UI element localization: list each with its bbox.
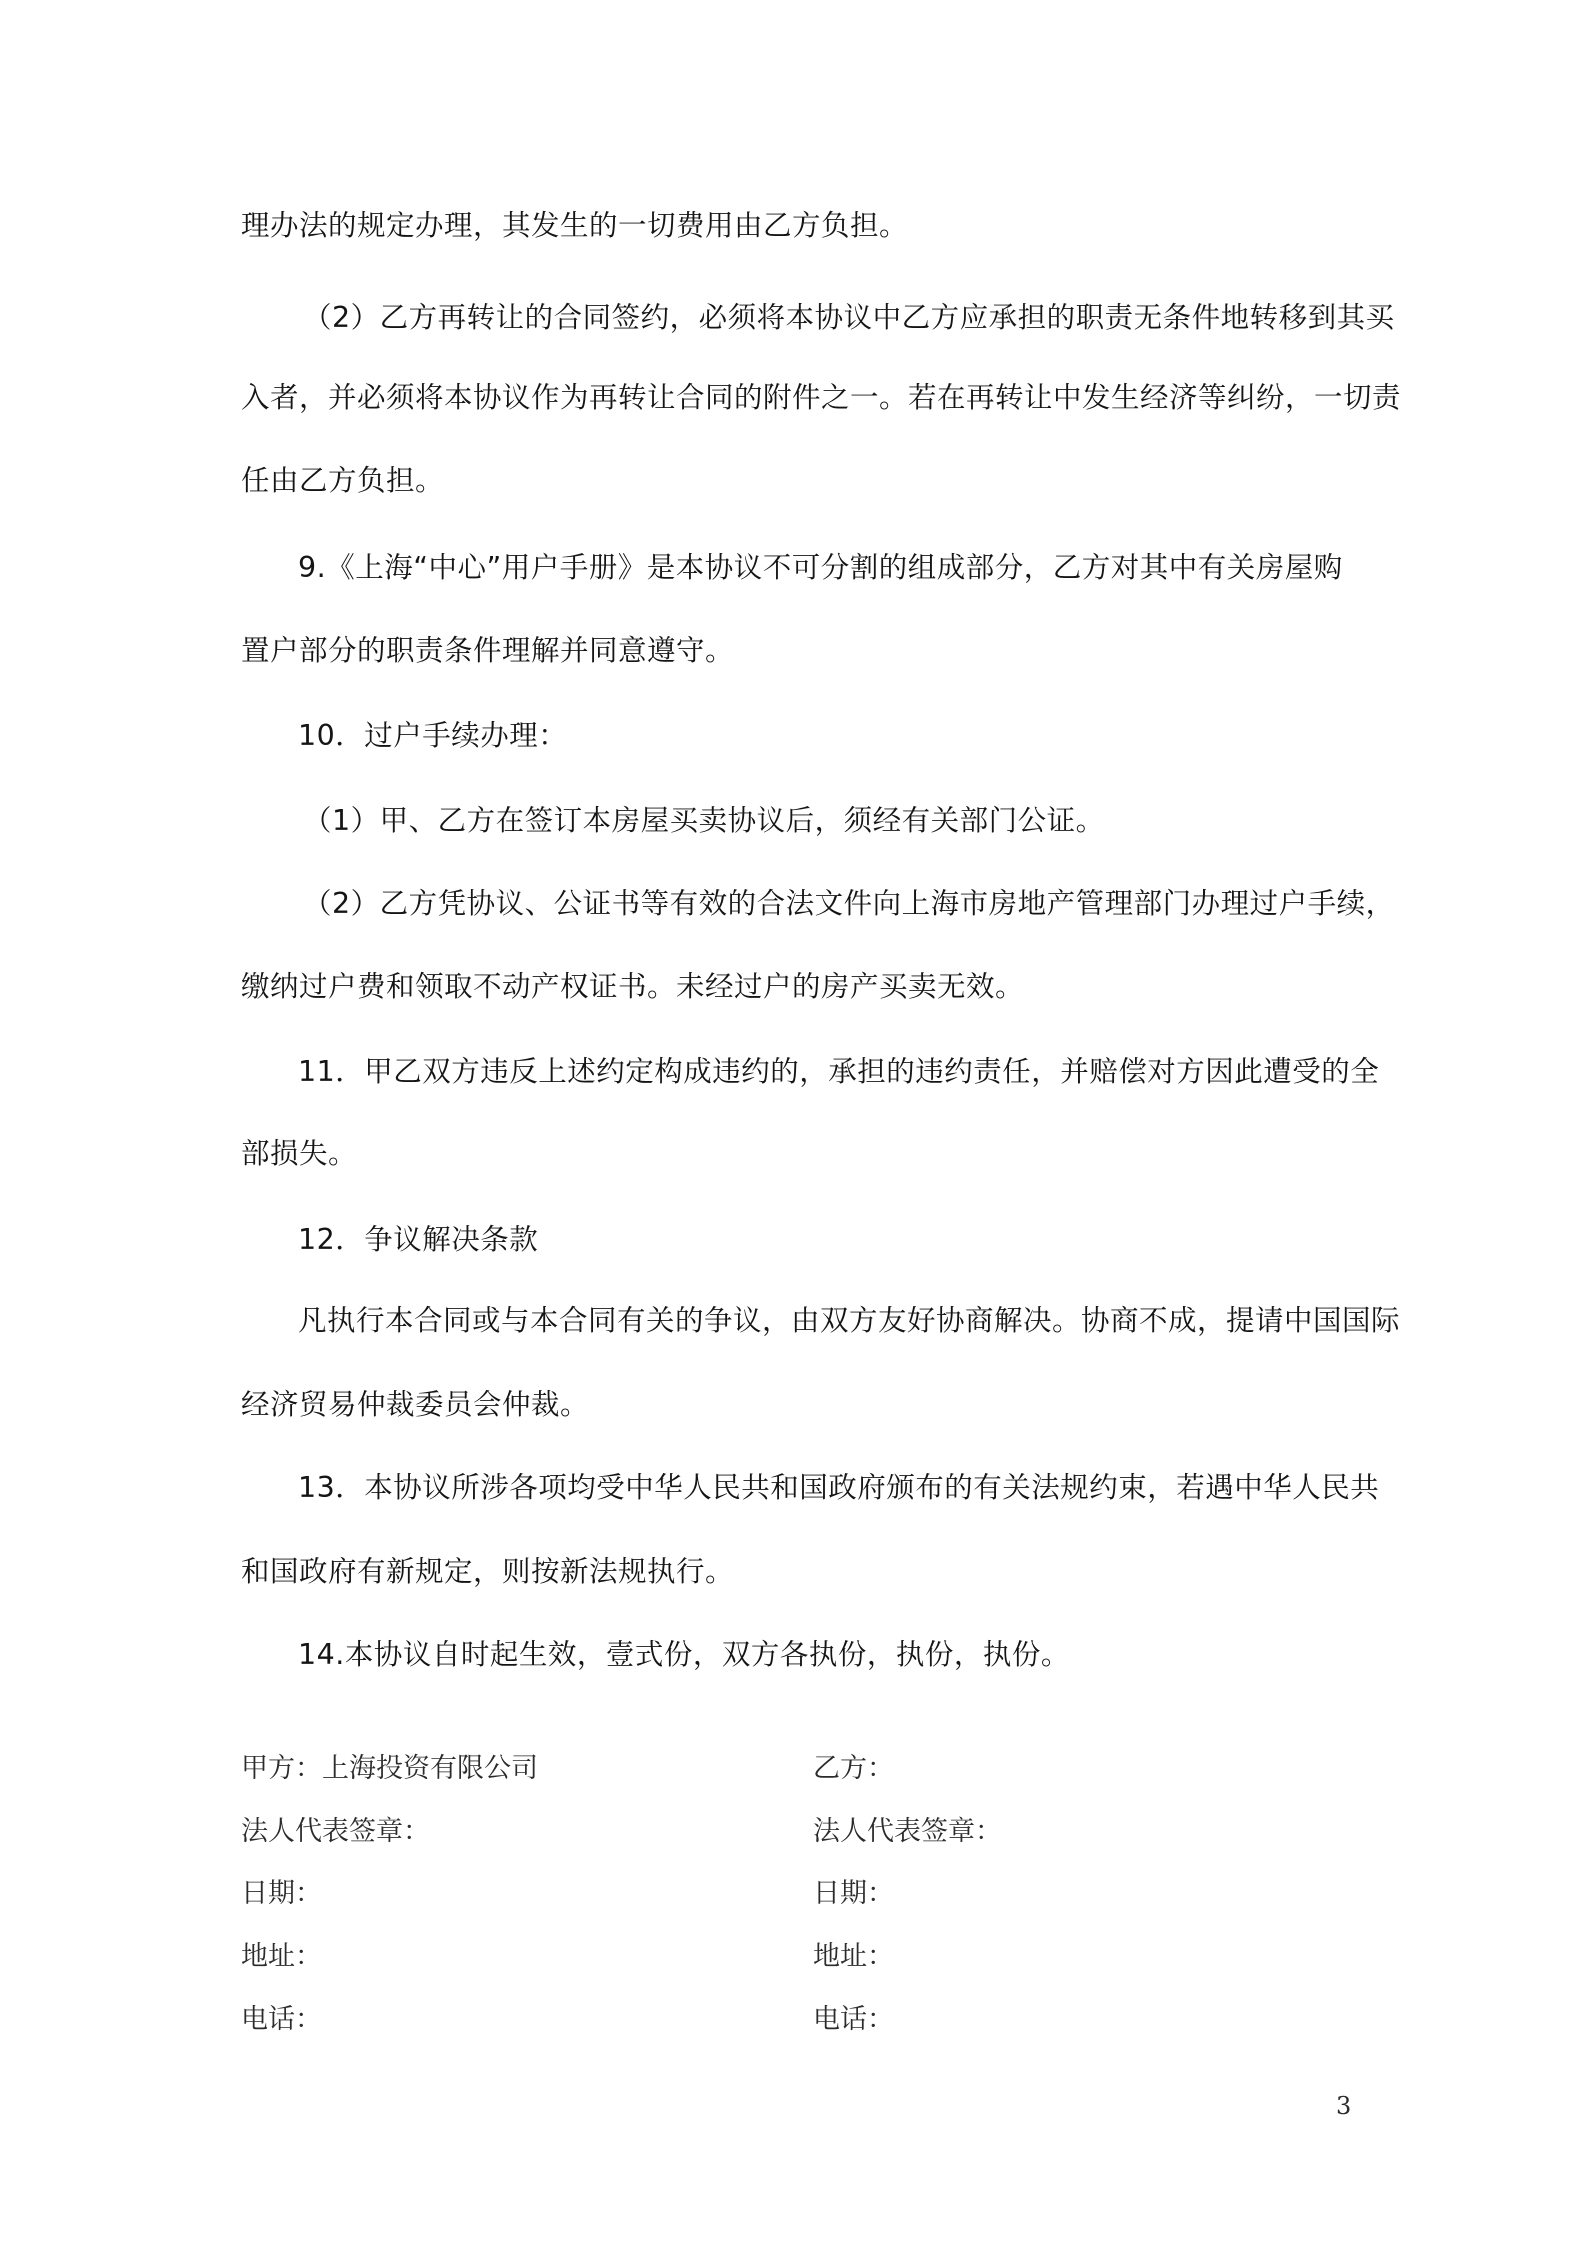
party-b-name: 乙方： (813, 1753, 894, 1784)
body-line: （2）乙方再转让的合同签约，必须将本协议中乙方应承担的职责无条件地转移到其买 (303, 301, 1395, 334)
body-line: 理办法的规定办理，其发生的一切费用由乙方负担。 (241, 209, 909, 242)
body-line: 缴纳过户费和领取不动产权证书。未经过户的房产买卖无效。 (241, 970, 1025, 1003)
party-a-rep: 法人代表签章： (241, 1816, 430, 1847)
body-line: 13．本协议所涉各项均受中华人民共和国政府颁布的有关法规约束，若遇中华人民共 (298, 1471, 1380, 1504)
body-line: 9.《上海“中心”用户手册》是本协议不可分割的组成部分，乙方对其中有关房屋购 (298, 551, 1343, 584)
party-b-address: 地址： (813, 1941, 894, 1972)
body-line: 部损失。 (241, 1137, 358, 1170)
party-a-date: 日期： (241, 1878, 322, 1909)
body-line: （2）乙方凭协议、公证书等有效的合法文件向上海市房地产管理部门办理过户手续， (303, 887, 1395, 920)
section-heading: 10．过户手续办理： (298, 719, 568, 752)
section-heading: 12．争议解决条款 (298, 1223, 539, 1256)
body-line: 和国政府有新规定，则按新法规执行。 (241, 1555, 735, 1588)
body-line: 入者，并必须将本协议作为再转让合同的附件之一。若在再转让中发生经济等纠纷，一切责 (241, 381, 1402, 414)
party-b-phone: 电话： (813, 2004, 894, 2035)
body-line: 14.本协议自时起生效，壹式份，双方各执份，执份，执份。 (298, 1638, 1070, 1671)
party-a-name: 甲方：上海投资有限公司 (241, 1753, 538, 1784)
body-line: 经济贸易仲裁委员会仲裁。 (241, 1388, 590, 1421)
body-line: （1）甲、乙方在签订本房屋买卖协议后，须经有关部门公证。 (303, 804, 1105, 837)
body-line: 置户部分的职责条件理解并同意遵守。 (241, 634, 735, 667)
body-line: 凡执行本合同或与本合同有关的争议，由双方友好协商解决。协商不成，提请中国国际 (298, 1304, 1401, 1337)
party-b-rep: 法人代表签章： (813, 1816, 1002, 1847)
party-b-date: 日期： (813, 1878, 894, 1909)
party-a-address: 地址： (241, 1941, 322, 1972)
body-line: 11．甲乙双方违反上述约定构成违约的，承担的违约责任，并赔偿对方因此遭受的全 (298, 1055, 1380, 1088)
body-line: 任由乙方负担。 (241, 464, 445, 497)
page-number: 3 (1336, 2092, 1352, 2120)
party-a-phone: 电话： (241, 2004, 322, 2035)
